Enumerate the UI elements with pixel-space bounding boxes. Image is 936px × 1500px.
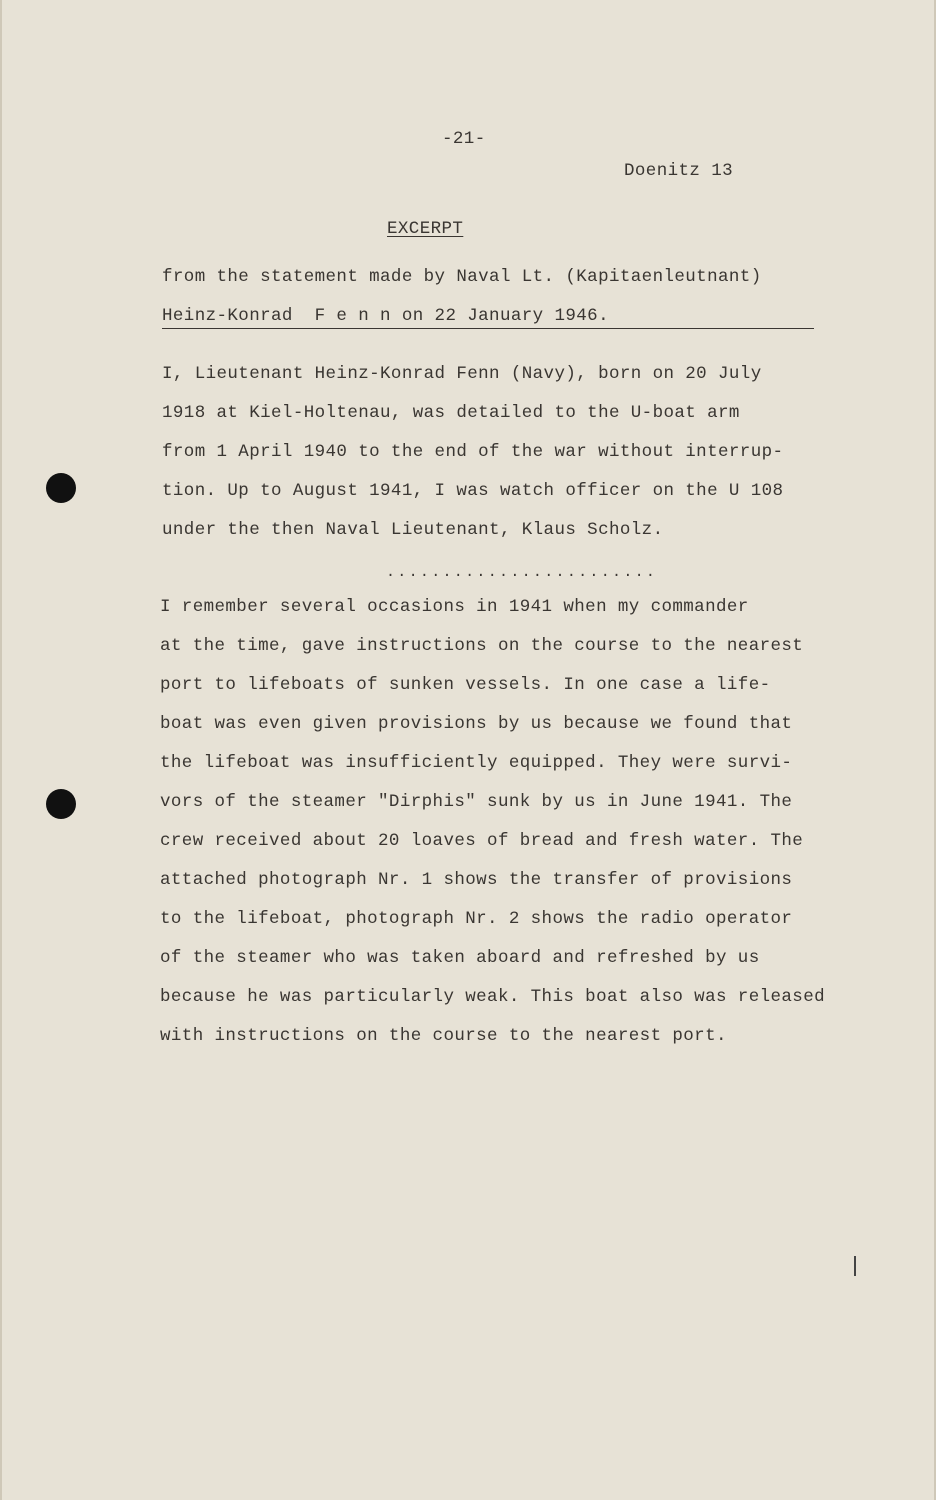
paragraph-line: port to lifeboats of sunken vessels. In one case a life- <box>160 675 771 695</box>
margin-mark <box>854 1256 856 1276</box>
paragraph-line: crew received about 20 loaves of bread and fresh water. The <box>160 831 804 851</box>
paragraph-line: from 1 April 1940 to the end of the war without interrup- <box>162 442 784 462</box>
document-heading: EXCERPT <box>387 219 464 239</box>
paragraph-line: attached photograph Nr. 1 shows the transfer of provisions <box>160 870 793 890</box>
paragraph-line: the lifeboat was insufficiently equipped. They were survi- <box>160 753 793 773</box>
paragraph-line: tion. Up to August 1941, I was watch officer on the U 108 <box>162 481 784 501</box>
page-number: -21- <box>442 129 486 149</box>
paragraph-line: vors of the steamer "Dirphis" sunk by us in June 1941. The <box>160 792 793 812</box>
paragraph-line: to the lifeboat, photograph Nr. 2 shows the radio operator <box>160 909 793 929</box>
paragraph-line: under the then Naval Lieutenant, Klaus Scholz. <box>162 520 664 540</box>
paragraph-line: at the time, gave instructions on the course to the nearest <box>160 636 804 656</box>
intro-line: from the statement made by Naval Lt. (Kapitaenleutnant) <box>162 267 762 287</box>
paragraph-line: 1918 at Kiel-Holtenau, was detailed to the U-boat arm <box>162 403 740 423</box>
paragraph-line: of the steamer who was taken aboard and refreshed by us <box>160 948 760 968</box>
paragraph-line: I remember several occasions in 1941 when my commander <box>160 597 749 617</box>
paragraph-line: because he was particularly weak. This boat also was released <box>160 987 826 1007</box>
document-reference: Doenitz 13 <box>624 161 734 181</box>
section-separator: ........................ <box>386 564 658 581</box>
intro-line: Heinz-Konrad F e n n on 22 January 1946. <box>162 305 814 329</box>
punch-hole <box>46 789 76 819</box>
paragraph-line: boat was even given provisions by us because we found that <box>160 714 793 734</box>
punch-hole <box>46 473 76 503</box>
paragraph-line: I, Lieutenant Heinz-Konrad Fenn (Navy), born on 20 July <box>162 364 762 384</box>
paragraph-line: with instructions on the course to the nearest port. <box>160 1026 727 1046</box>
